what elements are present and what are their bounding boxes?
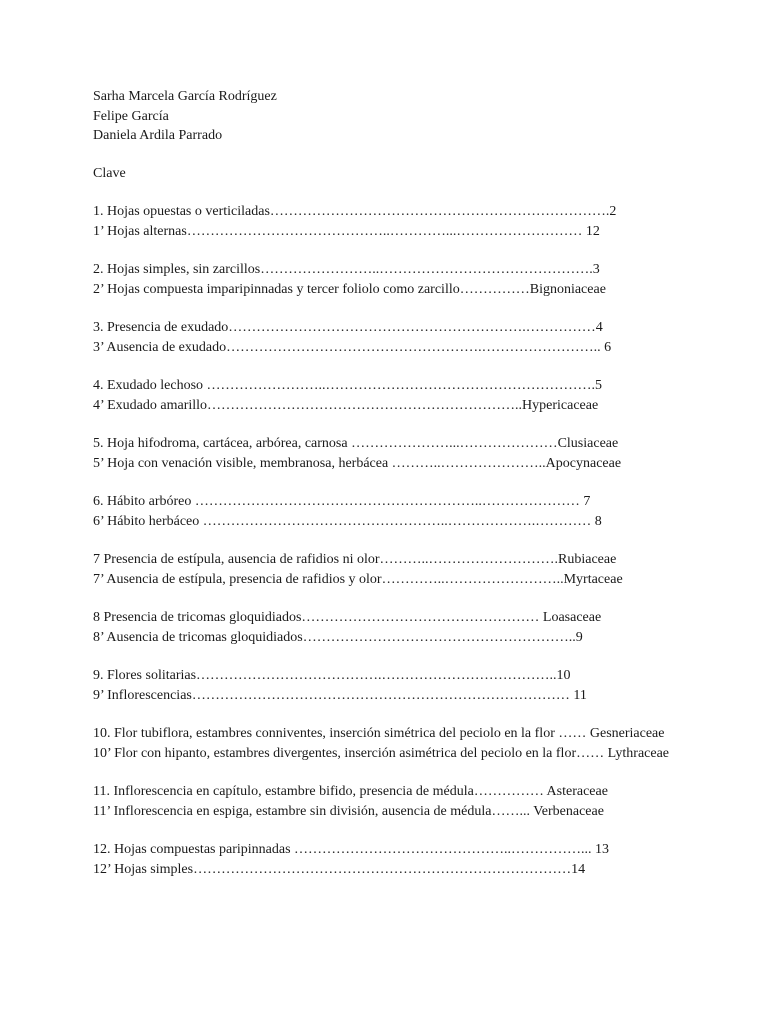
key-couplet-3 — [93, 318, 683, 357]
key-lead: 1. Hojas opuestas o verticiladas……………………………………………………………….2 — [93, 204, 617, 219]
key-lead: 11. Inflorescencia en capítulo, estambre bifido, presencia de médula…………… Asteraceae — [93, 784, 608, 799]
key-lead: 5. Hoja hifodroma, cartácea, arbórea, carnosa …………………...…………………Clusiaceae — [93, 436, 619, 451]
key-couplet-11 — [93, 782, 683, 821]
key-couplet-2 — [93, 260, 683, 299]
key-lead: 7’ Ausencia de estípula, presencia de rafidios y olor…………..……………………..Myrtaceae — [93, 571, 623, 587]
key-lead: 8 Presencia de tricomas gloquidiados…………………………………………… Loasaceae — [93, 610, 602, 625]
key-lead: 4’ Exudado amarillo…………………………………………………………..Hypericaceae — [93, 397, 599, 413]
key-couplet-12 — [93, 840, 683, 879]
key-couplet-10 — [93, 724, 683, 763]
key-lead: 8’ Ausencia de tricomas gloquidiados…………………………………………………..9 — [93, 629, 583, 645]
key-lead: 10. Flor tubiflora, estambres conniventes, inserción simétrica del peciolo en la flor …… Gesneriaceae — [93, 726, 665, 741]
key-lead: 9’ Inflorescencias……………………………………………………………………… 11 — [93, 687, 587, 703]
key-lead: 2’ Hojas compuesta imparipinnadas y tercer foliolo como zarcillo……………Bignoniaceae — [93, 281, 606, 297]
document-title: Clave — [93, 166, 126, 181]
author-name: Daniela Ardila Parrado — [93, 128, 223, 143]
key-couplet-9 — [93, 666, 683, 705]
key-lead: 12’ Hojas simples………………………………………………………………………14 — [93, 861, 586, 877]
key-couplet-4 — [93, 376, 683, 415]
key-couplet-6 — [93, 492, 683, 531]
key-lead: 2. Hojas simples, sin zarcillos……………………..……………………………………….3 — [93, 262, 600, 277]
key-lead: 6. Hábito arbóreo ……………………………………………………..………………… 7 — [93, 494, 591, 509]
key-lead: 3. Presencia de exudado……………………………………………………….……………4 — [93, 320, 603, 335]
author-name: Sarha Marcela García Rodríguez — [93, 89, 277, 104]
key-lead: 7 Presencia de estípula, ausencia de rafidios ni olor………..……………………….Rubiaceae — [93, 552, 617, 567]
authors-block — [93, 87, 277, 146]
key-lead: 6’ Hábito herbáceo ……………………………………………..……………….………… 8 — [93, 513, 602, 529]
key-lead: 1’ Hojas alternas……………………………………..…………...……………………… 12 — [93, 223, 600, 239]
key-lead: 3’ Ausencia de exudado……………………………………………….…………………….. 6 — [93, 339, 612, 355]
key-couplet-8 — [93, 608, 683, 647]
key-lead: 4. Exudado lechoso ……………………..………………………………………………….5 — [93, 378, 603, 393]
key-lead: 5’ Hoja con venación visible, membranosa, herbácea ………..…………………..Apocynaceae — [93, 455, 622, 471]
key-couplet-5 — [93, 434, 683, 473]
key-lead: 9. Flores solitarias………………………………….………………………………..10 — [93, 668, 571, 683]
key-lead: 11’ Inflorescencia en espiga, estambre sin división, ausencia de médula……... Verbenaceae — [93, 803, 604, 819]
dichotomous-key — [93, 202, 683, 898]
author-name: Felipe García — [93, 108, 169, 124]
key-lead: 12. Hojas compuestas paripinnadas ………………………………………..……………... 13 — [93, 842, 610, 857]
key-couplet-1 — [93, 202, 683, 241]
key-lead: 10’ Flor con hipanto, estambres divergentes, inserción asimétrica del peciolo en la flor…… Lythraceae — [93, 745, 670, 761]
key-couplet-7 — [93, 550, 683, 589]
